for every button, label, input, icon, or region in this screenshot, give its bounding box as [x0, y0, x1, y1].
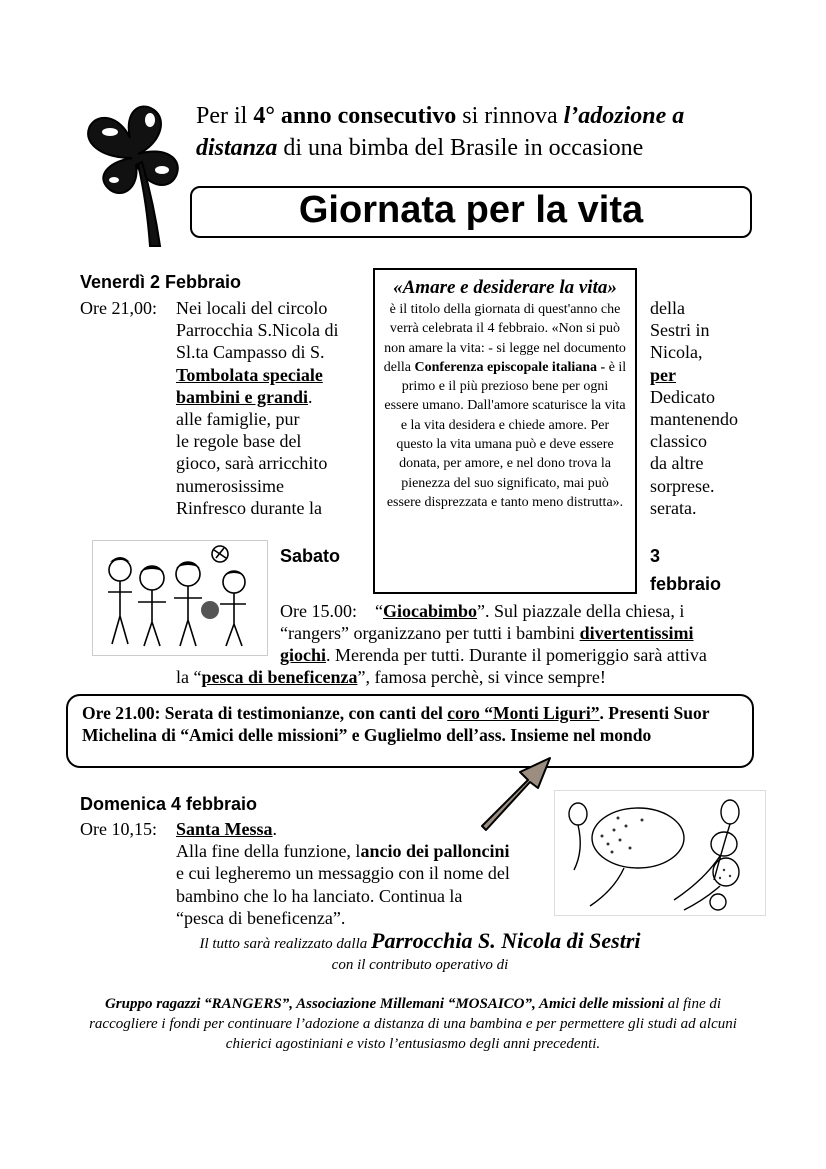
friday-heading: Venerdì 2 Febbraio: [80, 272, 242, 292]
saturday-line-3: giochi. Merenda per tutti. Durante il pomeriggio sarà attiva: [280, 645, 707, 665]
saturday-line-1: Ore 15.00: “Giocabimbo”. Sul piazzale della chiesa, i: [280, 601, 685, 621]
quote-box: [373, 268, 637, 594]
children-playing-illustration: [92, 540, 268, 656]
page-title-box: [190, 186, 752, 238]
parish-name: Parrocchia S. Nicola di Sestri: [371, 928, 641, 953]
saturday-heading: Sabato: [280, 546, 341, 566]
page-title: Giornata per la vita: [298, 189, 644, 231]
quote-text: è il titolo della giornata di quest'anno che verrà celebrata il 4 febbraio. «Non si può non amare la vita: - si legge nel documento della Conferenza episcopale italiana - è il primo e il più prezioso bene per ogni essere umano. Dall'amore scaturisce la vita e la vita desidera e chiede amore. Per questo la vita umana può e deve essere donata, per amore, e nel dono trova la pienezza del suo significato, mai può essere disprezzata e tanto meno distrutta».: [383, 302, 627, 510]
giocabimbo-event: Giocabimbo: [382, 601, 477, 621]
balloons-illustration: [554, 790, 766, 916]
four-leaf-clover-icon: [80, 98, 190, 250]
sunday-heading: Domenica 4 febbraio: [80, 794, 258, 814]
tombolata-event: Tombolata speciale: [176, 364, 323, 385]
sunday-text: Santa Messa. Alla fine della funzione, lancio dei palloncini e cui legheremo un messaggio con il nome del bambino che lo ha lanciato. Continua la “pesca di beneficenza”.: [176, 819, 510, 928]
footer-credit: Il tutto sarà realizzato dalla Parrocchia S. Nicola di Sestri con il contributo operativo di: [199, 928, 641, 973]
footer-groups: Gruppo ragazzi “RANGERS”, Associazione Millemani “MOSAICO”, Amici delle missioni al fine di raccogliere i fondi per continuare l’adozione a distanza di una bambina e per permettere gli studi ad alcuni chierici agostiniani e visto l’entusiasmo degli anni precedenti.: [89, 996, 737, 1052]
friday-time: Ore 21,00:: [80, 298, 157, 318]
saturday-line-4: la “pesca di beneficenza”, famosa perchè, si vince sempre!: [176, 667, 606, 687]
saturday-line-2: “rangers” organizzano per tutti i bambini divertentissimi: [280, 623, 694, 643]
friday-right-column: della Sestri in Nicola, per Dedicato mantenendo classico da altre sorprese. serata.: [650, 298, 738, 518]
intro-text: Per il 4° anno consecutivo si rinnova l’adozione a distanza di una bimba del Brasile in occasione: [196, 103, 685, 161]
saturday-day: 3: [650, 546, 661, 566]
sunday-time: Ore 10,15:: [80, 819, 157, 839]
friday-left-column: Nei locali del circolo Parrocchia S.Nicola di Sl.ta Campasso di S. Tombolata speciale bambini e grandi. alle famiglie, pur le regole base del gioco, sarà arricchito numerosissime Rinfresco durante la: [176, 297, 371, 519]
saturday-month: febbraio: [650, 574, 722, 594]
quote-title: «Amare e desiderare la vita»: [393, 277, 617, 298]
santa-messa-event: Santa Messa: [176, 819, 273, 839]
evening-event-box: Ore 21.00: Serata di testimonianze, con canti del coro “Monti Liguri”. Presenti Suor Michelina di “Amici delle missioni” e Guglielmo dell’ass. Insieme nel mondo: [66, 694, 754, 768]
